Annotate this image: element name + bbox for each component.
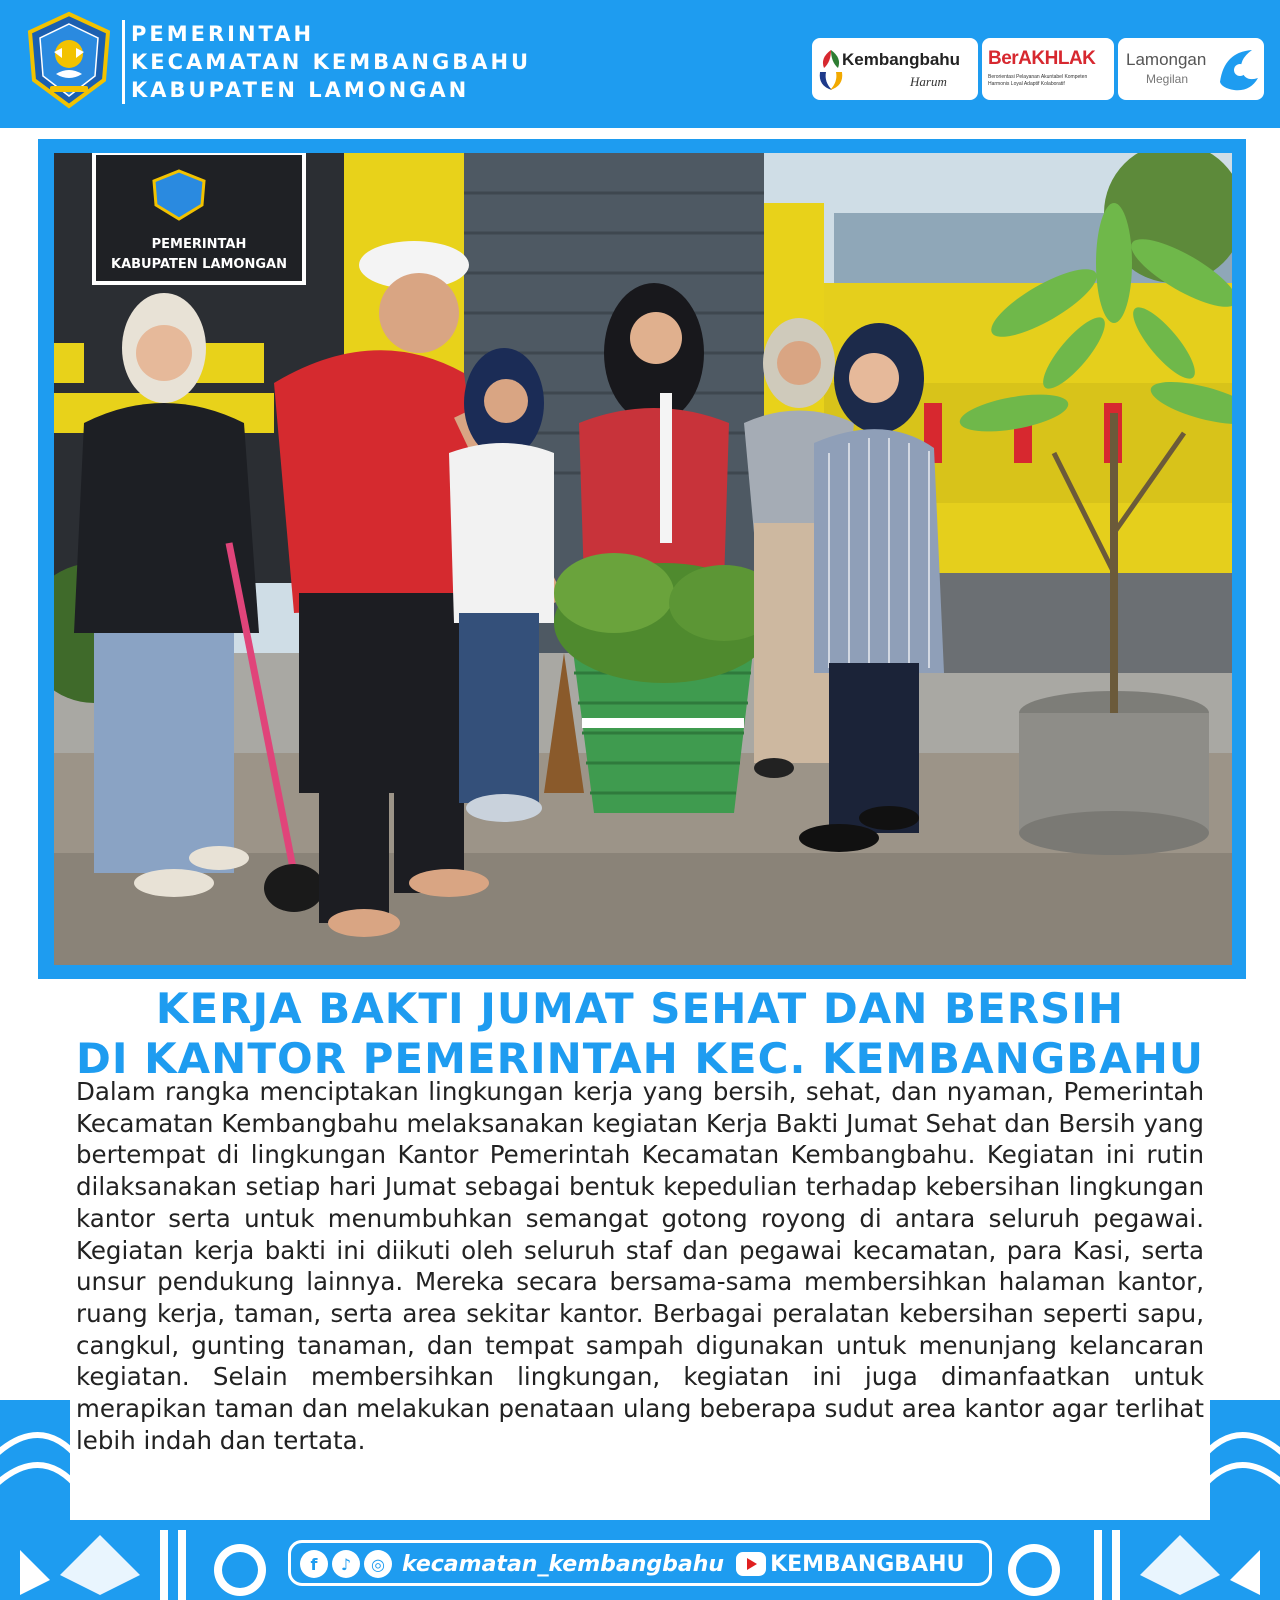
footer-social-links — [300, 1546, 964, 1582]
berakhlak-logo — [982, 38, 1114, 100]
youtube-handle[interactable]: KEMBANGBAHU — [770, 1551, 965, 1577]
sign-line-1: PEMERINTAH — [151, 237, 247, 252]
photo-frame — [38, 139, 1246, 979]
header-line-3: KABUPATEN LAMONGAN — [131, 78, 470, 102]
facebook-icon[interactable]: f — [300, 1550, 328, 1578]
header-line-2: KECAMATAN KEMBANGBAHU — [131, 50, 532, 74]
kembangbahu-harum-logo — [812, 38, 978, 100]
kembangbahu-logo-name: Kembangbahu — [842, 50, 961, 69]
tiktok-icon[interactable]: ♪ — [332, 1550, 360, 1578]
social-handle[interactable]: kecamatan_kembangbahu — [402, 1551, 725, 1577]
berakhlak-logo-name: BerAKHLAK — [988, 48, 1096, 69]
lamongan-emblem-icon — [24, 10, 114, 110]
lamongan-logo-tagline: Megilan — [1146, 72, 1189, 86]
event-photo — [54, 153, 1232, 965]
header-bar — [0, 0, 1280, 128]
lamongan-megilan-logo — [1118, 38, 1264, 100]
header-line-1: PEMERINTAH — [131, 22, 315, 46]
article-title — [0, 984, 1280, 1084]
article-body: Dalam rangka menciptakan lingkungan kerja yang bersih, sehat, dan nyaman, Pemerintah Kecamatan Kembangbahu melaksanakan kegiatan Kerja Bakti Jumat Sehat dan Bersih yang bertempat di lingkungan Kantor Pemerintah Kecamatan Kembangbahu. Kegiatan ini rutin dilaksanakan setiap hari Jumat sebagai bentuk kepedulian terhadap kebersihan lingkungan kantor serta untuk menumbuhkan semangat gotong royong di antara seluruh pegawai. Kegiatan kerja bakti ini diikuti oleh seluruh staf dan pegawai kecamatan, para Kasi, serta unsur pendukung lainnya. Mereka secara bersama-sama membersihkan halaman kantor, ruang kerja, taman, serta area sekitar kantor. Berbagai peralatan kebersihan seperti sapu, cangkul, gunting tanaman, dan tempat sampah digunakan untuk menunjang kelancaran kegiatan. Selain membersihkan lingkungan, kegiatan ini juga dimanfaatkan untuk merapikan taman dan melakukan penataan ulang beberapa sudut area kantor agar terlihat lebih indah dan tertata. — [76, 1077, 1204, 1455]
lamongan-logo-name: Lamongan — [1126, 50, 1207, 69]
kembangbahu-logo-tagline: Harum — [910, 74, 947, 89]
youtube-icon[interactable] — [736, 1552, 766, 1576]
instagram-icon[interactable]: ◎ — [364, 1550, 392, 1578]
article-title-line-1: KERJA BAKTI JUMAT SEHAT DAN BERSIH — [155, 984, 1125, 1033]
header-title — [122, 20, 531, 104]
berakhlak-logo-tagline: Berorientasi Pelayanan Akuntabel Kompeten Harmonis Loyal Adaptif Kolaboratif — [988, 74, 1088, 87]
wave-icon — [1214, 42, 1262, 96]
photo-illustration — [54, 153, 1232, 965]
article-title-line-2: DI KANTOR PEMERINTAH KEC. KEMBANGBAHU — [76, 1034, 1204, 1083]
sign-line-2: KABUPATEN LAMONGAN — [111, 257, 287, 272]
partner-logos — [812, 38, 1264, 100]
